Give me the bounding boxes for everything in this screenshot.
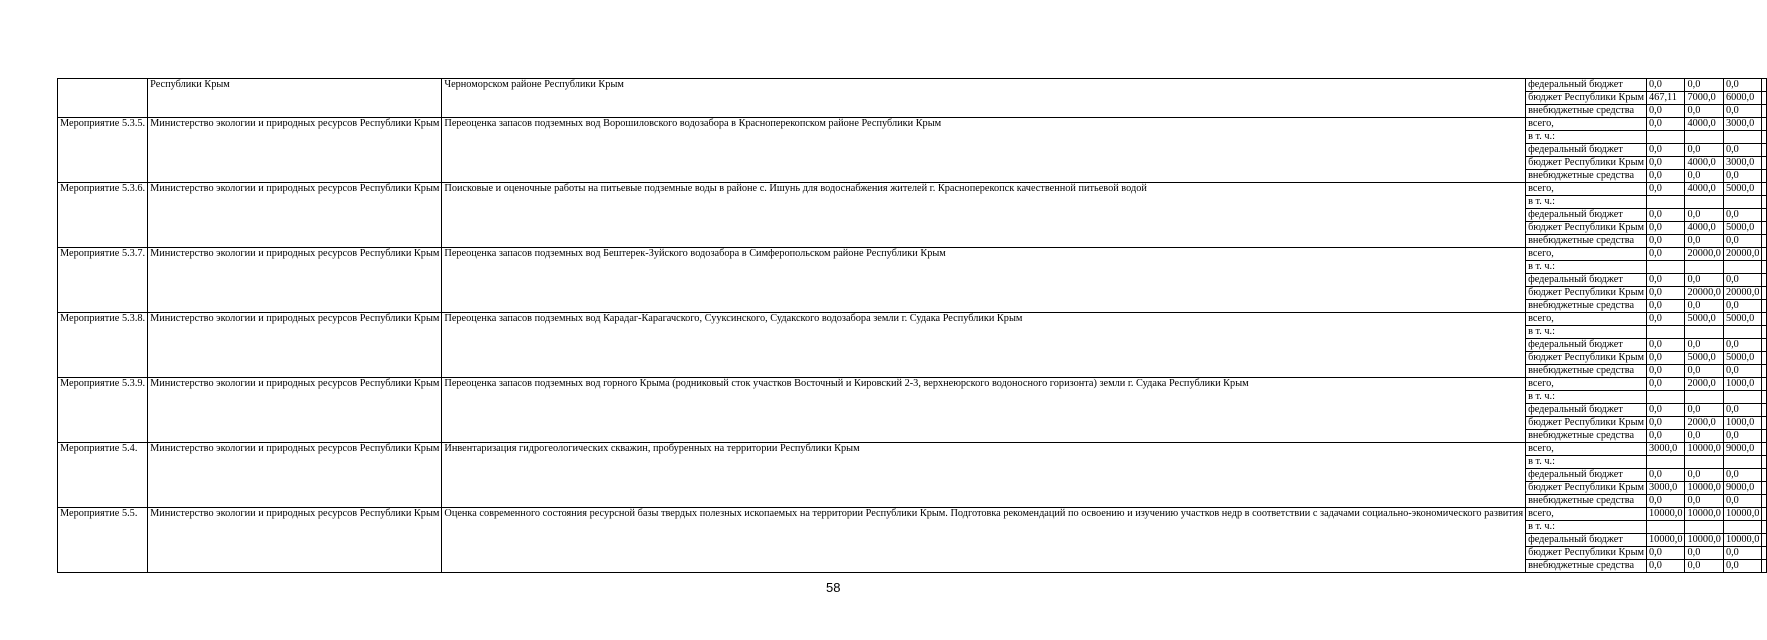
value-cell: [1723, 391, 1761, 404]
value-cell: [1723, 261, 1761, 274]
value-cell: 0,0: [1685, 339, 1723, 352]
table-row: [58, 443, 1767, 456]
funding-source-label: всего,: [1526, 508, 1647, 521]
empty-cell: [1762, 274, 1767, 287]
measure-code-cell: Мероприятие 5.5.: [58, 508, 148, 573]
value-cell: [1685, 456, 1723, 469]
funding-source-label: бюджет Республики Крым: [1526, 222, 1647, 235]
value-cell: 467,11: [1647, 92, 1685, 105]
empty-cell: [1762, 170, 1767, 183]
value-cell: [1723, 326, 1761, 339]
funding-source-label: внебюджетные средства: [1526, 105, 1647, 118]
value-cell: [1647, 261, 1685, 274]
value-cell: 0,0: [1685, 469, 1723, 482]
empty-cell: [1762, 157, 1767, 170]
empty-cell: [1762, 534, 1767, 547]
funding-source-label: внебюджетные средства: [1526, 560, 1647, 573]
measure-executor-cell: Министерство экологии и природных ресурсов Республики Крым: [148, 378, 442, 443]
value-cell: 5000,0: [1723, 352, 1761, 365]
empty-cell: [1762, 352, 1767, 365]
value-cell: 10000,0: [1685, 534, 1723, 547]
table-row: [58, 313, 1767, 326]
value-cell: [1647, 326, 1685, 339]
page-number: 58: [826, 580, 841, 595]
empty-cell: [1762, 300, 1767, 313]
value-cell: [1647, 196, 1685, 209]
funding-source-label: бюджет Республики Крым: [1526, 417, 1647, 430]
value-cell: 1000,0: [1723, 378, 1761, 391]
empty-cell: [1762, 235, 1767, 248]
empty-cell: [1762, 547, 1767, 560]
funding-source-label: всего,: [1526, 118, 1647, 131]
value-cell: 20000,0: [1685, 248, 1723, 261]
value-cell: 0,0: [1723, 300, 1761, 313]
funding-source-label: бюджет Республики Крым: [1526, 92, 1647, 105]
empty-cell: [1762, 378, 1767, 391]
measure-code-cell: Мероприятие 5.3.7.: [58, 248, 148, 313]
empty-cell: [1762, 443, 1767, 456]
empty-cell: [1762, 482, 1767, 495]
value-cell: 10000,0: [1685, 443, 1723, 456]
measure-code-cell: Мероприятие 5.4.: [58, 443, 148, 508]
value-cell: 0,0: [1685, 560, 1723, 573]
empty-cell: [1762, 144, 1767, 157]
value-cell: 0,0: [1685, 300, 1723, 313]
empty-cell: [1762, 469, 1767, 482]
value-cell: 0,0: [1647, 300, 1685, 313]
value-cell: [1685, 391, 1723, 404]
funding-source-label: внебюджетные средства: [1526, 170, 1647, 183]
value-cell: [1647, 456, 1685, 469]
funding-source-label: федеральный бюджет: [1526, 469, 1647, 482]
value-cell: 0,0: [1685, 365, 1723, 378]
empty-cell: [1762, 339, 1767, 352]
funding-source-label: бюджет Республики Крым: [1526, 287, 1647, 300]
funding-source-label: в т. ч.:: [1526, 131, 1647, 144]
funding-source-label: в т. ч.:: [1526, 391, 1647, 404]
value-cell: 4000,0: [1685, 157, 1723, 170]
empty-cell: [1762, 261, 1767, 274]
value-cell: 10000,0: [1685, 482, 1723, 495]
funding-source-label: бюджет Республики Крым: [1526, 157, 1647, 170]
value-cell: 0,0: [1647, 274, 1685, 287]
measure-name-cell: Переоценка запасов подземных вод Бештерек-Зуйского водозабора в Симферопольском районе Республики Крым: [442, 248, 1526, 313]
value-cell: 0,0: [1685, 404, 1723, 417]
table-row: [58, 118, 1767, 131]
table-row: [58, 378, 1767, 391]
measure-executor-cell: Министерство экологии и природных ресурсов Республики Крым: [148, 118, 442, 183]
value-cell: 0,0: [1647, 469, 1685, 482]
table-row: [58, 79, 1767, 92]
value-cell: 2000,0: [1685, 378, 1723, 391]
empty-cell: [1762, 222, 1767, 235]
value-cell: 0,0: [1647, 495, 1685, 508]
funding-source-label: в т. ч.:: [1526, 521, 1647, 534]
value-cell: 0,0: [1723, 209, 1761, 222]
value-cell: 0,0: [1647, 404, 1685, 417]
value-cell: 0,0: [1685, 209, 1723, 222]
funding-source-label: федеральный бюджет: [1526, 534, 1647, 547]
value-cell: 0,0: [1685, 274, 1723, 287]
funding-source-label: федеральный бюджет: [1526, 274, 1647, 287]
continuation-executor-cell: Республики Крым: [148, 79, 442, 118]
value-cell: 0,0: [1723, 144, 1761, 157]
funding-table: [57, 78, 1767, 573]
empty-cell: [1762, 326, 1767, 339]
funding-source-label: всего,: [1526, 248, 1647, 261]
value-cell: 5000,0: [1723, 183, 1761, 196]
funding-source-label: внебюджетные средства: [1526, 300, 1647, 313]
value-cell: 0,0: [1723, 560, 1761, 573]
empty-cell: [1762, 131, 1767, 144]
measure-executor-cell: Министерство экологии и природных ресурсов Республики Крым: [148, 313, 442, 378]
value-cell: 3000,0: [1723, 157, 1761, 170]
value-cell: 0,0: [1723, 430, 1761, 443]
funding-source-label: федеральный бюджет: [1526, 209, 1647, 222]
value-cell: 0,0: [1647, 235, 1685, 248]
funding-source-label: федеральный бюджет: [1526, 79, 1647, 92]
value-cell: 0,0: [1647, 144, 1685, 157]
value-cell: 0,0: [1723, 170, 1761, 183]
measure-name-cell: Переоценка запасов подземных вод горного Крыма (родниковый сток участков Восточный и Кировский 2-3, верхнеюрского водоносного горизонта) земли г. Судака Республики Крым: [442, 378, 1526, 443]
empty-cell: [1762, 183, 1767, 196]
value-cell: 0,0: [1685, 79, 1723, 92]
value-cell: 6000,0: [1723, 92, 1761, 105]
value-cell: 20000,0: [1723, 287, 1761, 300]
funding-source-label: в т. ч.:: [1526, 196, 1647, 209]
value-cell: 0,0: [1647, 209, 1685, 222]
value-cell: 4000,0: [1685, 183, 1723, 196]
measure-name-cell: Переоценка запасов подземных вод Карадаг-Карагачского, Сууксинского, Судакского водозабора земли г. Судака Республики Крым: [442, 313, 1526, 378]
funding-source-label: всего,: [1526, 378, 1647, 391]
value-cell: 0,0: [1647, 222, 1685, 235]
table-body: [58, 79, 1767, 573]
funding-source-label: бюджет Республики Крым: [1526, 482, 1647, 495]
value-cell: 4000,0: [1685, 222, 1723, 235]
value-cell: 0,0: [1723, 469, 1761, 482]
value-cell: 20000,0: [1685, 287, 1723, 300]
value-cell: [1723, 131, 1761, 144]
value-cell: 0,0: [1647, 378, 1685, 391]
value-cell: [1685, 521, 1723, 534]
measure-executor-cell: Министерство экологии и природных ресурсов Республики Крым: [148, 508, 442, 573]
empty-cell: [1762, 209, 1767, 222]
value-cell: 0,0: [1647, 430, 1685, 443]
empty-cell: [1762, 508, 1767, 521]
measure-name-cell: Переоценка запасов подземных вод Ворошиловского водозабора в Красноперекопском районе Республики Крым: [442, 118, 1526, 183]
value-cell: 0,0: [1647, 248, 1685, 261]
empty-cell: [1762, 456, 1767, 469]
value-cell: 0,0: [1647, 313, 1685, 326]
empty-cell: [1762, 79, 1767, 92]
value-cell: 1000,0: [1723, 417, 1761, 430]
value-cell: [1647, 131, 1685, 144]
value-cell: [1685, 261, 1723, 274]
funding-source-label: всего,: [1526, 443, 1647, 456]
empty-cell: [1762, 105, 1767, 118]
value-cell: 0,0: [1723, 79, 1761, 92]
empty-cell: [1762, 417, 1767, 430]
funding-source-label: бюджет Республики Крым: [1526, 547, 1647, 560]
funding-source-label: бюджет Республики Крым: [1526, 352, 1647, 365]
value-cell: 0,0: [1647, 157, 1685, 170]
value-cell: 3000,0: [1647, 482, 1685, 495]
empty-cell: [1762, 560, 1767, 573]
value-cell: 0,0: [1723, 105, 1761, 118]
empty-cell: [1762, 118, 1767, 131]
value-cell: 0,0: [1647, 118, 1685, 131]
measure-code-cell: Мероприятие 5.3.8.: [58, 313, 148, 378]
value-cell: 0,0: [1647, 183, 1685, 196]
value-cell: 0,0: [1647, 105, 1685, 118]
value-cell: 0,0: [1647, 365, 1685, 378]
funding-source-label: всего,: [1526, 313, 1647, 326]
value-cell: 5000,0: [1723, 222, 1761, 235]
empty-cell: [1762, 521, 1767, 534]
value-cell: [1685, 131, 1723, 144]
empty-cell: [1762, 313, 1767, 326]
value-cell: 3000,0: [1723, 118, 1761, 131]
empty-cell: [1762, 495, 1767, 508]
value-cell: 0,0: [1723, 235, 1761, 248]
funding-source-label: внебюджетные средства: [1526, 235, 1647, 248]
empty-cell: [1762, 404, 1767, 417]
value-cell: 5000,0: [1723, 313, 1761, 326]
value-cell: 0,0: [1685, 144, 1723, 157]
value-cell: 5000,0: [1685, 313, 1723, 326]
value-cell: 0,0: [1685, 105, 1723, 118]
empty-cell: [1762, 196, 1767, 209]
empty-cell: [1762, 92, 1767, 105]
table-row: [58, 508, 1767, 521]
funding-source-label: в т. ч.:: [1526, 326, 1647, 339]
value-cell: 9000,0: [1723, 482, 1761, 495]
value-cell: 10000,0: [1723, 534, 1761, 547]
value-cell: 5000,0: [1685, 352, 1723, 365]
value-cell: 7000,0: [1685, 92, 1723, 105]
funding-source-label: внебюджетные средства: [1526, 495, 1647, 508]
funding-source-label: в т. ч.:: [1526, 456, 1647, 469]
funding-source-label: федеральный бюджет: [1526, 404, 1647, 417]
value-cell: 10000,0: [1685, 508, 1723, 521]
funding-source-label: в т. ч.:: [1526, 261, 1647, 274]
value-cell: [1647, 391, 1685, 404]
value-cell: 0,0: [1723, 274, 1761, 287]
empty-cell: [1762, 391, 1767, 404]
value-cell: [1723, 521, 1761, 534]
value-cell: 0,0: [1647, 352, 1685, 365]
funding-source-label: федеральный бюджет: [1526, 339, 1647, 352]
table-row: [58, 183, 1767, 196]
value-cell: [1685, 196, 1723, 209]
funding-source-label: всего,: [1526, 183, 1647, 196]
value-cell: 0,0: [1647, 170, 1685, 183]
value-cell: 0,0: [1723, 339, 1761, 352]
value-cell: 20000,0: [1723, 248, 1761, 261]
measure-executor-cell: Министерство экологии и природных ресурсов Республики Крым: [148, 248, 442, 313]
measure-name-cell: Поисковые и оценочные работы на питьевые подземные воды в районе с. Ишунь для водоснабжения жителей г. Красноперекопск качественной питьевой водой: [442, 183, 1526, 248]
measure-executor-cell: Министерство экологии и природных ресурсов Республики Крым: [148, 183, 442, 248]
value-cell: 2000,0: [1685, 417, 1723, 430]
value-cell: 0,0: [1685, 430, 1723, 443]
value-cell: 0,0: [1723, 495, 1761, 508]
value-cell: [1723, 456, 1761, 469]
empty-cell: [1762, 287, 1767, 300]
funding-source-label: внебюджетные средства: [1526, 430, 1647, 443]
value-cell: 10000,0: [1723, 508, 1761, 521]
measure-code-cell: Мероприятие 5.3.5.: [58, 118, 148, 183]
value-cell: [1723, 196, 1761, 209]
value-cell: 10000,0: [1647, 508, 1685, 521]
funding-source-label: внебюджетные средства: [1526, 365, 1647, 378]
value-cell: [1685, 326, 1723, 339]
value-cell: 0,0: [1647, 287, 1685, 300]
value-cell: 0,0: [1647, 339, 1685, 352]
measure-name-cell: Инвентаризация гидрогеологических скважин, пробуренных на территории Республики Крым: [442, 443, 1526, 508]
measure-code-cell: Мероприятие 5.3.9.: [58, 378, 148, 443]
value-cell: 0,0: [1723, 365, 1761, 378]
empty-cell: [1762, 430, 1767, 443]
empty-cell: [1762, 248, 1767, 261]
measure-name-cell: Оценка современного состояния ресурсной базы твердых полезных ископаемых на территории Республики Крым. Подготовка рекомендаций по освоению и изучению участков недр в соответствии с задачами социально-экономического развития: [442, 508, 1526, 573]
value-cell: 9000,0: [1723, 443, 1761, 456]
value-cell: 10000,0: [1647, 534, 1685, 547]
empty-cell: [1762, 365, 1767, 378]
value-cell: 0,0: [1685, 495, 1723, 508]
value-cell: 3000,0: [1647, 443, 1685, 456]
value-cell: 0,0: [1647, 547, 1685, 560]
value-cell: 0,0: [1685, 547, 1723, 560]
value-cell: 0,0: [1723, 547, 1761, 560]
continuation-code-cell: [58, 79, 148, 118]
value-cell: 0,0: [1647, 560, 1685, 573]
value-cell: 0,0: [1647, 79, 1685, 92]
value-cell: 4000,0: [1685, 118, 1723, 131]
continuation-name-cell: Черноморском районе Республики Крым: [442, 79, 1526, 118]
measure-executor-cell: Министерство экологии и природных ресурсов Республики Крым: [148, 443, 442, 508]
value-cell: 0,0: [1723, 404, 1761, 417]
value-cell: [1647, 521, 1685, 534]
value-cell: 0,0: [1685, 235, 1723, 248]
table-row: [58, 248, 1767, 261]
value-cell: 0,0: [1647, 417, 1685, 430]
value-cell: 0,0: [1685, 170, 1723, 183]
measure-code-cell: Мероприятие 5.3.6.: [58, 183, 148, 248]
funding-source-label: федеральный бюджет: [1526, 144, 1647, 157]
